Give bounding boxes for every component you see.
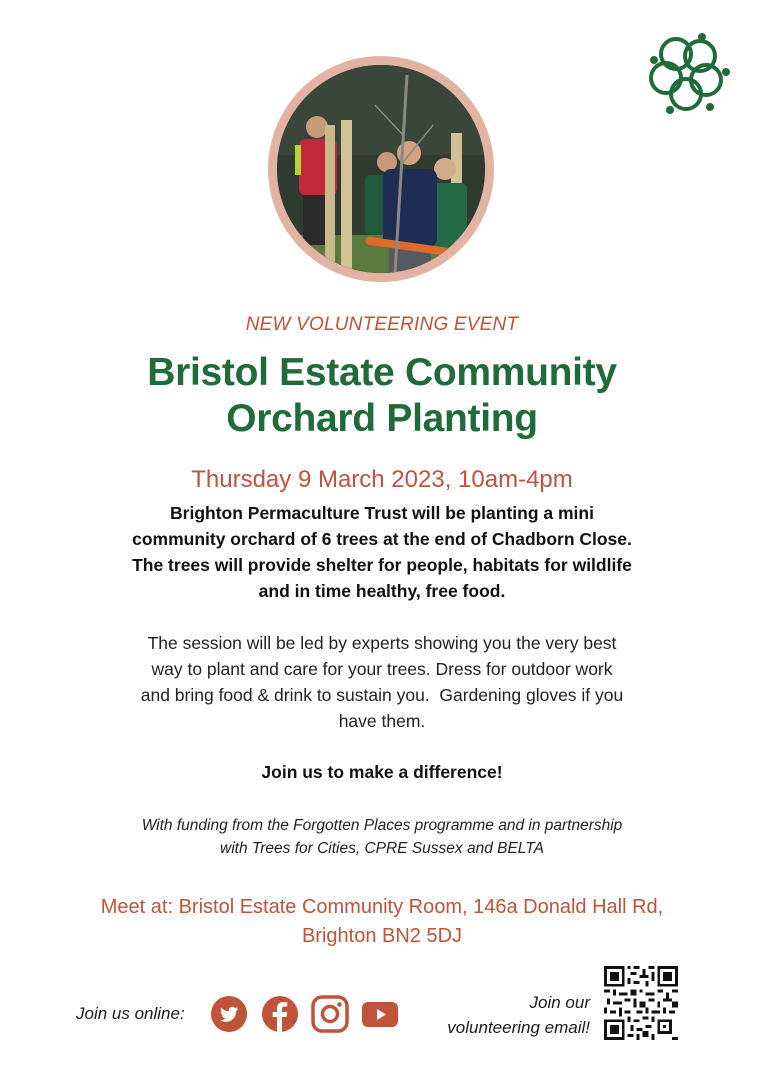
funding-credits (100, 814, 664, 860)
call-to-action: Join us to make a difference! (261, 762, 503, 782)
youtube-link[interactable] (361, 995, 399, 1033)
facebook-icon (261, 995, 299, 1033)
join-online-label: Join us online: (76, 1004, 185, 1023)
intro-line: Brighton Permaculture Trust will be planting a mini (170, 503, 594, 523)
funding-line: with Trees for Cities, CPRE Sussex and BELTA (220, 840, 544, 857)
instagram-icon (311, 995, 349, 1033)
join-email-line-2: volunteering email! (447, 1018, 590, 1037)
event-kicker: NEW VOLUNTEERING EVENT (245, 314, 519, 335)
funding-line: With funding from the Forgotten Places programme and in partnership (141, 817, 623, 834)
volunteers-photo (277, 65, 485, 273)
intro-line: community orchard of 6 trees at the end of Chadborn Close. (132, 529, 632, 549)
qr-code-icon (604, 966, 678, 1040)
session-details (110, 630, 654, 734)
join-email-line-1: Join our (529, 993, 590, 1012)
session-line: and bring food & drink to sustain you. Gardening gloves if you (140, 685, 624, 705)
facebook-link[interactable] (261, 995, 299, 1033)
interlocking-rings-flower-logo-icon (640, 30, 736, 114)
event-date-time: Thursday 9 March 2023, 10am-4pm (191, 466, 573, 493)
meeting-location (80, 893, 684, 951)
title-line-2: Orchard Planting (226, 397, 538, 440)
event-photo-frame (268, 56, 494, 282)
event-intro (110, 500, 654, 604)
twitter-link[interactable] (210, 995, 248, 1033)
volunteering-email-qr-code[interactable] (604, 966, 678, 1040)
title-line-1: Bristol Estate Community (147, 351, 617, 394)
intro-line: The trees will provide shelter for people, habitats for wildlife (132, 555, 632, 575)
volunteers-photo-illustration (277, 65, 485, 273)
instagram-link[interactable] (311, 995, 349, 1033)
session-line: The session will be led by experts showing you the very best (147, 633, 617, 653)
session-line: have them. (338, 711, 426, 731)
youtube-icon (361, 995, 399, 1033)
session-line: way to plant and care for your trees. Dress for outdoor work (151, 659, 613, 679)
twitter-icon (210, 995, 248, 1033)
intro-line: and in time healthy, free food. (258, 581, 506, 601)
meet-line: Brighton BN2 5DJ (301, 925, 463, 947)
meet-line: Meet at: Bristol Estate Community Room, 146a Donald Hall Rd, (100, 896, 664, 918)
join-email-label (420, 990, 590, 1040)
organisation-logo (640, 30, 736, 114)
page-title (0, 350, 764, 442)
